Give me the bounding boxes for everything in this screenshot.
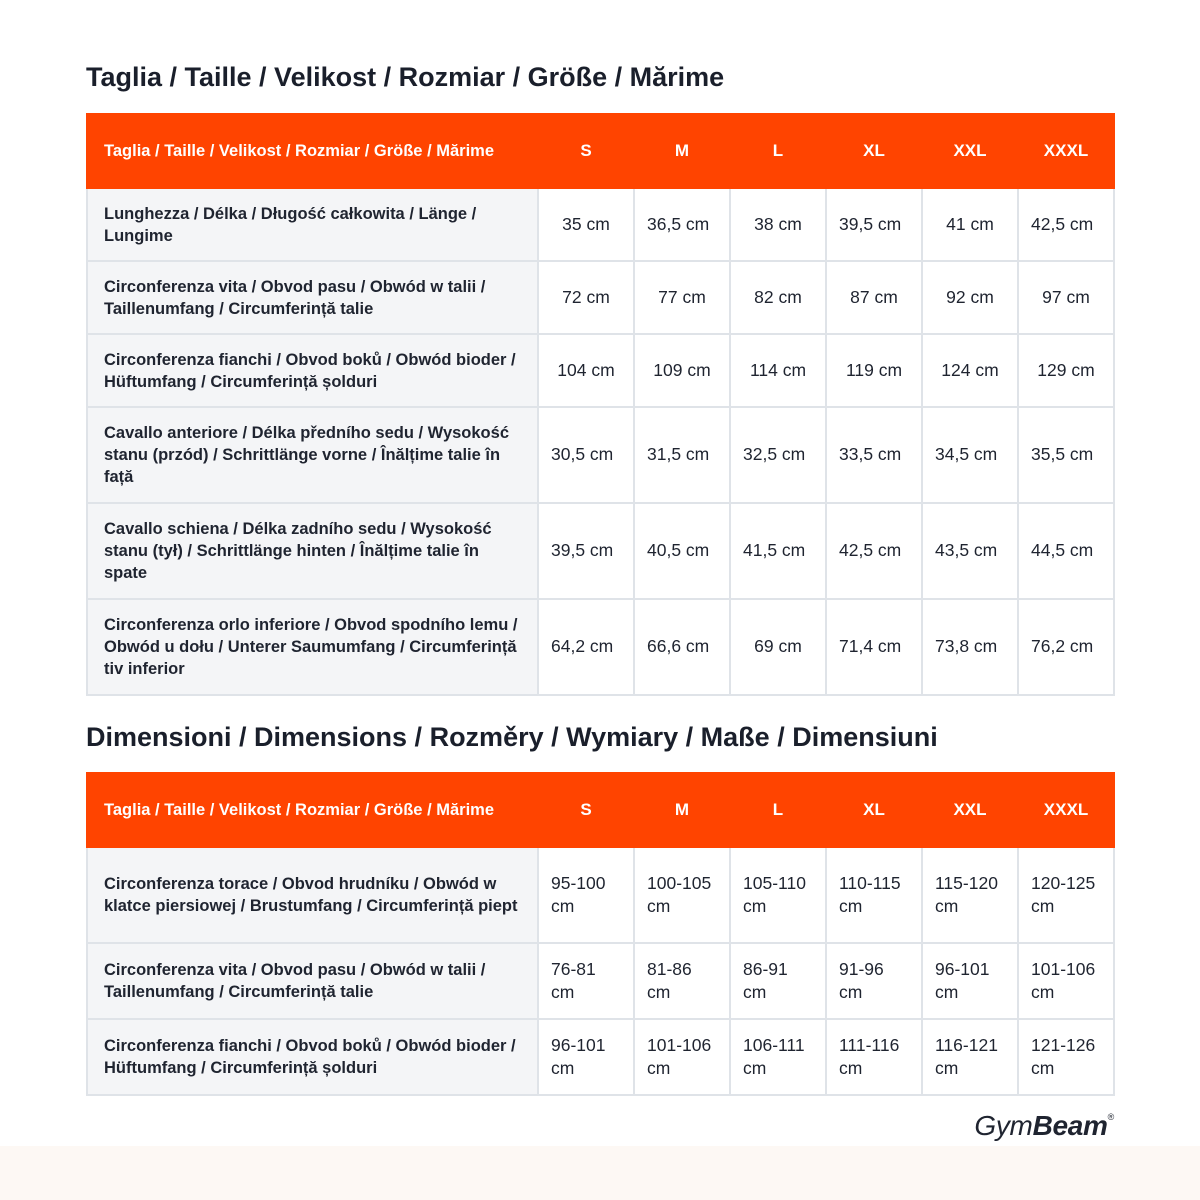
dimensions-table-title: Dimensioni / Dimensions / Rozměry / Wymiary / Maße / Dimensiuni bbox=[86, 722, 938, 752]
size-header-xxl: XXL bbox=[922, 773, 1018, 847]
table-cell: 72 cm bbox=[538, 261, 634, 334]
table-cell: 39,5 cm bbox=[538, 503, 634, 599]
size-header-xxxl: XXXL bbox=[1018, 114, 1114, 188]
size-table-header-row bbox=[87, 114, 1114, 188]
table-cell: 31,5 cm bbox=[634, 407, 730, 503]
table-cell: 77 cm bbox=[634, 261, 730, 334]
row-label: Circonferenza vita / Obvod pasu / Obwód w talii / Taillenumfang / Circumferință talie bbox=[87, 943, 538, 1019]
table-row bbox=[87, 847, 1114, 943]
size-header-xxxl: XXXL bbox=[1018, 773, 1114, 847]
row-label: Cavallo schiena / Délka zadního sedu / Wysokość stanu (tył) / Schrittlänge hinten / Înălțime talie în spate bbox=[87, 503, 538, 599]
table-cell: 35,5 cm bbox=[1018, 407, 1114, 503]
size-header-label: Taglia / Taille / Velikost / Rozmiar / Größe / Mărime bbox=[87, 773, 538, 847]
table-cell: 76-81 cm bbox=[538, 943, 634, 1019]
table-row bbox=[87, 1019, 1114, 1095]
logo-text-light: Gym bbox=[974, 1110, 1033, 1141]
row-label: Circonferenza fianchi / Obvod boků / Obwód bioder / Hüftumfang / Circumferință șolduri bbox=[87, 334, 538, 407]
table-cell: 96-101 cm bbox=[538, 1019, 634, 1095]
table-cell: 109 cm bbox=[634, 334, 730, 407]
table-cell: 44,5 cm bbox=[1018, 503, 1114, 599]
table-cell: 81-86 cm bbox=[634, 943, 730, 1019]
table-row bbox=[87, 599, 1114, 695]
table-cell: 124 cm bbox=[922, 334, 1018, 407]
table-cell: 86-91 cm bbox=[730, 943, 826, 1019]
table-cell: 42,5 cm bbox=[826, 503, 922, 599]
table-cell: 114 cm bbox=[730, 334, 826, 407]
table-cell: 35 cm bbox=[538, 188, 634, 261]
table-cell: 120-125 cm bbox=[1018, 847, 1114, 943]
table-row bbox=[87, 188, 1114, 261]
table-cell: 121-126 cm bbox=[1018, 1019, 1114, 1095]
table-cell: 92 cm bbox=[922, 261, 1018, 334]
table-cell: 97 cm bbox=[1018, 261, 1114, 334]
table-cell: 95-100 cm bbox=[538, 847, 634, 943]
size-header-l: L bbox=[730, 114, 826, 188]
table-cell: 129 cm bbox=[1018, 334, 1114, 407]
table-cell: 101-106 cm bbox=[1018, 943, 1114, 1019]
size-table bbox=[86, 113, 1115, 696]
table-row bbox=[87, 334, 1114, 407]
table-cell: 106-111 cm bbox=[730, 1019, 826, 1095]
table-cell: 33,5 cm bbox=[826, 407, 922, 503]
table-cell: 32,5 cm bbox=[730, 407, 826, 503]
table-cell: 73,8 cm bbox=[922, 599, 1018, 695]
table-cell: 30,5 cm bbox=[538, 407, 634, 503]
table-cell: 42,5 cm bbox=[1018, 188, 1114, 261]
size-header-xxl: XXL bbox=[922, 114, 1018, 188]
size-header-l: L bbox=[730, 773, 826, 847]
table-row bbox=[87, 407, 1114, 503]
size-header-m: M bbox=[634, 114, 730, 188]
logo-text-bold: Beam bbox=[1032, 1110, 1108, 1141]
size-header-m: M bbox=[634, 773, 730, 847]
size-table-title: Taglia / Taille / Velikost / Rozmiar / Größe / Mărime bbox=[86, 62, 725, 92]
table-row bbox=[87, 503, 1114, 599]
row-label: Circonferenza vita / Obvod pasu / Obwód w talii / Taillenumfang / Circumferință talie bbox=[87, 261, 538, 334]
table-cell: 41,5 cm bbox=[730, 503, 826, 599]
table-cell: 76,2 cm bbox=[1018, 599, 1114, 695]
table-cell: 36,5 cm bbox=[634, 188, 730, 261]
table-cell: 111-116 cm bbox=[826, 1019, 922, 1095]
table-cell: 34,5 cm bbox=[922, 407, 1018, 503]
table-cell: 82 cm bbox=[730, 261, 826, 334]
table-cell: 100-105 cm bbox=[634, 847, 730, 943]
size-header-label: Taglia / Taille / Velikost / Rozmiar / Größe / Mărime bbox=[87, 114, 538, 188]
row-label: Cavallo anteriore / Délka předního sedu / Wysokość stanu (przód) / Schrittlänge vorne / Înălțime talie în față bbox=[87, 407, 538, 503]
row-label: Lunghezza / Délka / Długość całkowita / Länge / Lungime bbox=[87, 188, 538, 261]
table-cell: 115-120 cm bbox=[922, 847, 1018, 943]
table-cell: 101-106 cm bbox=[634, 1019, 730, 1095]
table-cell: 39,5 cm bbox=[826, 188, 922, 261]
table-cell: 38 cm bbox=[730, 188, 826, 261]
table-cell: 110-115 cm bbox=[826, 847, 922, 943]
bottom-background-band bbox=[0, 1146, 1200, 1200]
row-label: Circonferenza fianchi / Obvod boků / Obwód bioder / Hüftumfang / Circumferință șolduri bbox=[87, 1019, 538, 1095]
table-cell: 91-96 cm bbox=[826, 943, 922, 1019]
registered-mark: ® bbox=[1107, 1112, 1114, 1122]
table-row bbox=[87, 943, 1114, 1019]
table-cell: 43,5 cm bbox=[922, 503, 1018, 599]
table-cell: 96-101 cm bbox=[922, 943, 1018, 1019]
size-header-s: S bbox=[538, 114, 634, 188]
table-cell: 40,5 cm bbox=[634, 503, 730, 599]
table-row bbox=[87, 261, 1114, 334]
size-header-xl: XL bbox=[826, 773, 922, 847]
row-label: Circonferenza orlo inferiore / Obvod spodního lemu / Obwód u dołu / Unterer Saumumfang / Circumferință tiv inferior bbox=[87, 599, 538, 695]
row-label: Circonferenza torace / Obvod hrudníku / Obwód w klatce piersiowej / Brustumfang / Circumferință piept bbox=[87, 847, 538, 943]
dimensions-table bbox=[86, 772, 1115, 1096]
gymbeam-logo bbox=[974, 1110, 1114, 1142]
table-cell: 119 cm bbox=[826, 334, 922, 407]
dimensions-table-header-row bbox=[87, 773, 1114, 847]
table-cell: 64,2 cm bbox=[538, 599, 634, 695]
table-cell: 71,4 cm bbox=[826, 599, 922, 695]
table-cell: 104 cm bbox=[538, 334, 634, 407]
size-header-s: S bbox=[538, 773, 634, 847]
table-cell: 87 cm bbox=[826, 261, 922, 334]
table-cell: 66,6 cm bbox=[634, 599, 730, 695]
table-cell: 69 cm bbox=[730, 599, 826, 695]
table-cell: 41 cm bbox=[922, 188, 1018, 261]
table-cell: 105-110 cm bbox=[730, 847, 826, 943]
size-header-xl: XL bbox=[826, 114, 922, 188]
table-cell: 116-121 cm bbox=[922, 1019, 1018, 1095]
